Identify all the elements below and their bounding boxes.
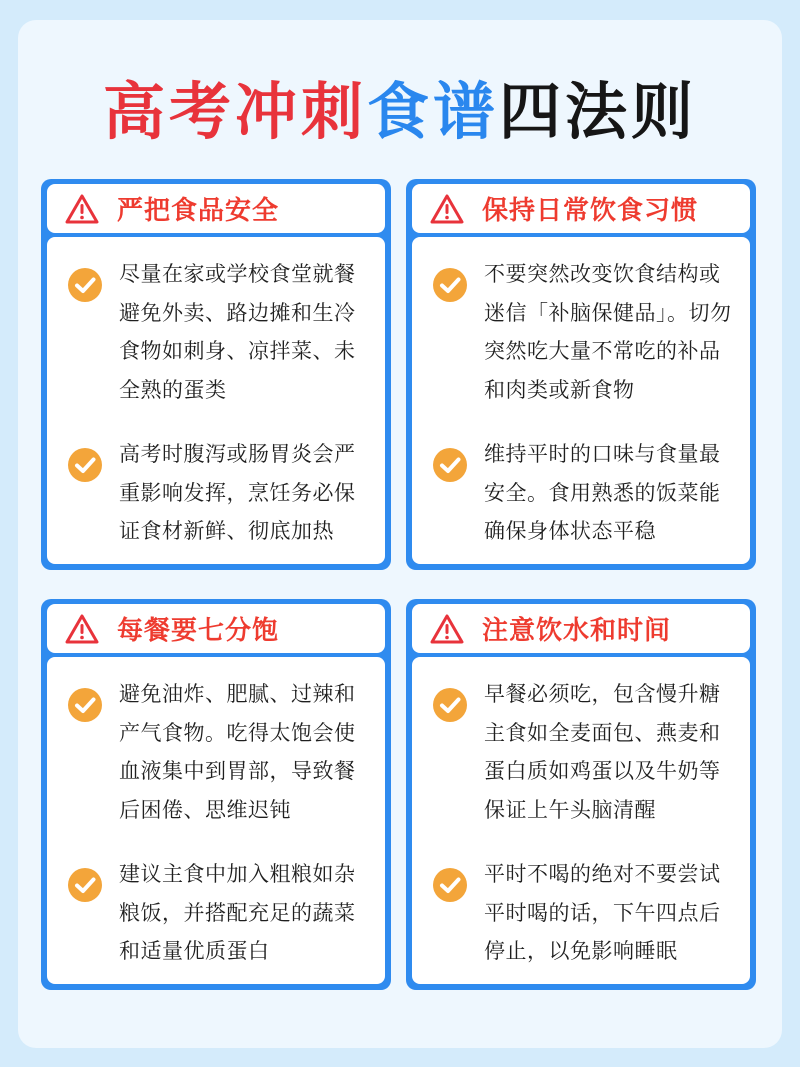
warning-icon: [65, 194, 99, 224]
list-item: [432, 855, 736, 971]
item-text: 高考时腹泻或肠胃炎会严重影响发挥，烹饪务必保证食材新鲜、彻底加热: [119, 442, 356, 543]
list-item: [67, 675, 371, 829]
item-text: 维持平时的口味与食量最安全。食用熟悉的饭菜能确保身体状态平稳: [484, 442, 721, 543]
check-icon: [67, 687, 103, 723]
card-header: [412, 604, 750, 653]
title-part-black: 四法则: [499, 75, 698, 148]
warning-icon: [430, 194, 464, 224]
item-text: 早餐必须吃，包含慢升糖主食如全麦面包、燕麦和蛋白质如鸡蛋以及牛奶等保证上午头脑清醒: [484, 682, 721, 822]
card-header: [47, 604, 385, 653]
item-text: 尽量在家或学校食堂就餐避免外卖、路边摊和生冷食物如刺身、凉拌菜、未全熟的蛋类: [119, 262, 356, 402]
card-header: [47, 184, 385, 233]
list-item: [432, 435, 736, 551]
check-icon: [432, 447, 468, 483]
item-text: 不要突然改变饮食结构或迷信「补脑保健品」。切勿突然吃大量不常吃的补品和肉类或新食物: [484, 262, 732, 402]
check-icon: [432, 267, 468, 303]
list-item: [432, 255, 736, 409]
item-text: 建议主食中加入粗粮如杂粮饭，并搭配充足的蔬菜和适量优质蛋白: [119, 862, 356, 963]
card-title: 严把食品安全: [117, 196, 280, 226]
card-header: [412, 184, 750, 233]
card-eating-habits: [406, 179, 756, 570]
card-portion-control: [41, 599, 391, 990]
list-item: [67, 435, 371, 551]
title-part-red: 高考冲刺: [102, 75, 367, 148]
check-icon: [67, 867, 103, 903]
check-icon: [432, 687, 468, 723]
list-item: [432, 675, 736, 829]
card-body: [47, 237, 385, 564]
card-title: 注意饮水和时间: [482, 616, 672, 646]
title-part-blue: 食谱: [366, 75, 499, 148]
card-water-timing: [406, 599, 756, 990]
page-title: [0, 72, 800, 152]
item-text: 平时不喝的绝对不要尝试平时喝的话，下午四点后停止，以免影响睡眠: [484, 862, 721, 963]
check-icon: [67, 447, 103, 483]
check-icon: [432, 867, 468, 903]
list-item: [67, 855, 371, 971]
warning-icon: [65, 614, 99, 644]
list-item: [67, 255, 371, 409]
card-title: 保持日常饮食习惯: [482, 196, 699, 226]
card-food-safety: [41, 179, 391, 570]
card-body: [47, 657, 385, 984]
check-icon: [67, 267, 103, 303]
warning-icon: [430, 614, 464, 644]
card-body: [412, 237, 750, 564]
item-text: 避免油炸、肥腻、过辣和产气食物。吃得太饱会使血液集中到胃部，导致餐后困倦、思维迟钝: [119, 682, 356, 822]
card-title: 每餐要七分饱: [117, 616, 280, 646]
card-body: [412, 657, 750, 984]
